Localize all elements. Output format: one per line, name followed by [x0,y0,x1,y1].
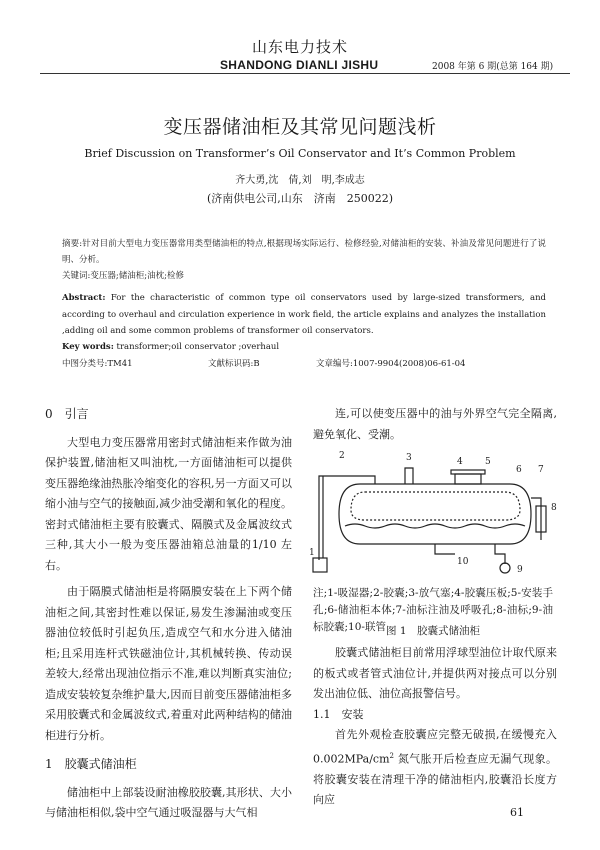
breather-box [313,558,327,572]
keywords-text-cn: 变压器;储油柜;油枕;检修 [90,271,184,281]
keywords-label-cn: 关键词: [62,271,91,281]
capsule-plate-shape [451,470,485,474]
gauge-bag-pipe [495,544,505,564]
fig-label-3: 3 [406,453,412,463]
figure-1-title: 图 1 胶囊式储油柜 [385,625,481,637]
hand-hole-shape [455,474,481,484]
figure-1-diagram [305,448,560,578]
abstract-en [62,290,546,340]
issue-info: 2008 年第 6 期(总第 164 期) [432,62,554,72]
intro-paragraph-1: 大型电力变压器常用密封式储油柜来作做为油保护装置,储油柜又叫油枕,一方面储油柜可以提供变压器绝缘油热胀冷缩变化的容积,另一方面又可以缩小油与空气的接触面,减少油受潮和氧化的程度。密封式储油柜主要有胶囊式、隔膜式及金属波纹式三种,其大小一般为变压器油箱总油量的1/10 左右。 [45,435,292,572]
install-text-sup: 2 [389,751,394,760]
authors: 齐大勇,沈 倩,刘 明,李成志 [235,175,365,186]
section-1-1-heading: 1.1 安装 [313,707,364,721]
article-title-cn: 变压器储油柜及其常见问题浅析 [163,116,437,138]
abstract-text-en: For the characteristic of common type oil conservators used by large-sized transformers, and according to overhaul and circulation experience in work field, the article explains and analyzes the installation ,adding oil and some common problems of transformer oil conservators. [62,293,546,336]
fig-label-10: 10 [457,557,469,567]
fig-label-2: 2 [339,451,345,461]
tank-body-shape [339,484,531,544]
connecting-pipe [435,544,455,554]
fig-label-8: 8 [551,503,557,513]
document-code: 文献标识码:B [208,359,260,369]
oil-level-line [345,524,525,528]
fig-label-5: 5 [485,457,491,467]
keywords-label-en: Key words: [62,342,114,352]
affiliation: (济南供电公司,山东 济南 250022) [206,192,394,205]
keywords-en [62,339,546,356]
abstract-text-cn: 针对目前大型电力变压器常用类型储油柜的特点,根据现场实际运行、检修经验,对储油柜的安装、补油及常见问题进行了说明、分析。 [62,239,546,265]
vent-plug-shape [405,468,413,484]
keywords-text-en: transformer;oil conservator ;overhaul [116,342,280,352]
article-title-en: Brief Discussion on Transformer’s Oil Conservator and It’s Common Problem [84,147,516,160]
capsule-paragraph: 储油柜中上部装设耐油橡胶胶囊,其形状、大小与储油柜相似,袋中空气通过吸湿器与大气相 [45,785,292,819]
figure-1-legend: 注;1-吸湿器;2-胶囊;3-放气塞;4-胶囊压板;5-安装手孔;6-储油柜本体;7-油标注油及呼吸孔;8-油标;9-油标胶囊;10-联管 [313,587,553,633]
fig-label-9: 9 [517,565,523,575]
install-text-a: 首先外观检查胶囊应完整无破损,在缓慢充入 0.002MPa/cm [313,728,557,766]
abstract-label-cn: 摘要: [62,239,83,249]
journal-title-cn: 山东电力技术 [251,38,348,56]
fig-label-4: 4 [457,457,463,467]
abstract-cn [62,236,546,268]
section-0-heading: 0 引言 [45,407,89,421]
gauge-capsule-shape [500,563,510,573]
install-paragraph [313,725,557,811]
header-rule [40,73,570,74]
fig-label-1: 1 [309,548,315,558]
article-number: 文章编号:1007-9904(2008)06-61-04 [316,359,466,369]
clc-number: 中图分类号:TM41 [62,359,133,369]
intro-paragraph-2: 由于隔膜式储油柜是将隔膜安装在上下两个储油柜之间,其密封性难以保证,易发生渗漏油或变压器油位较低时引起负压,造成空气和水分进入储油柜;且采用连杆式铁磁油位计,其机械转换、传动误差较大,经常出现油位指示不准,难以判断真实油位;造成安装较复杂维护量大,因而目前变压器储油柜多采用胶囊式和金属波纹式,着重对此两种结构的储油柜进行分析。 [45,585,292,742]
journal-title-en: SHANDONG DIANLI JISHU [220,58,379,72]
fig-label-7: 7 [538,465,544,475]
capsule-bag-shape [351,492,520,520]
fig-label-6: 6 [516,465,522,475]
right-column-lower [313,643,557,811]
right-column-paragraph-top: 连,可以使变压器中的油与外界空气完全隔离,避免氧化、受潮。 [313,407,557,441]
page-number: 61 [510,806,524,819]
left-column [45,404,292,824]
keywords-cn [62,268,546,284]
abstract-label-en: Abstract: [62,293,106,303]
float-gauge-paragraph: 胶囊式储油柜目前常用浮球型油位计取代原来的板式或者管式油位计,并提供两对接点可以分别发出油位低、油位高报警信号。 [313,646,557,700]
install-text-b: 氮气胀开后检查应无漏气现象。将胶囊安装在清理干净的储油柜内,胶囊沿长度方向应 [313,752,557,807]
section-1-heading: 1 胶囊式储油柜 [45,757,137,771]
